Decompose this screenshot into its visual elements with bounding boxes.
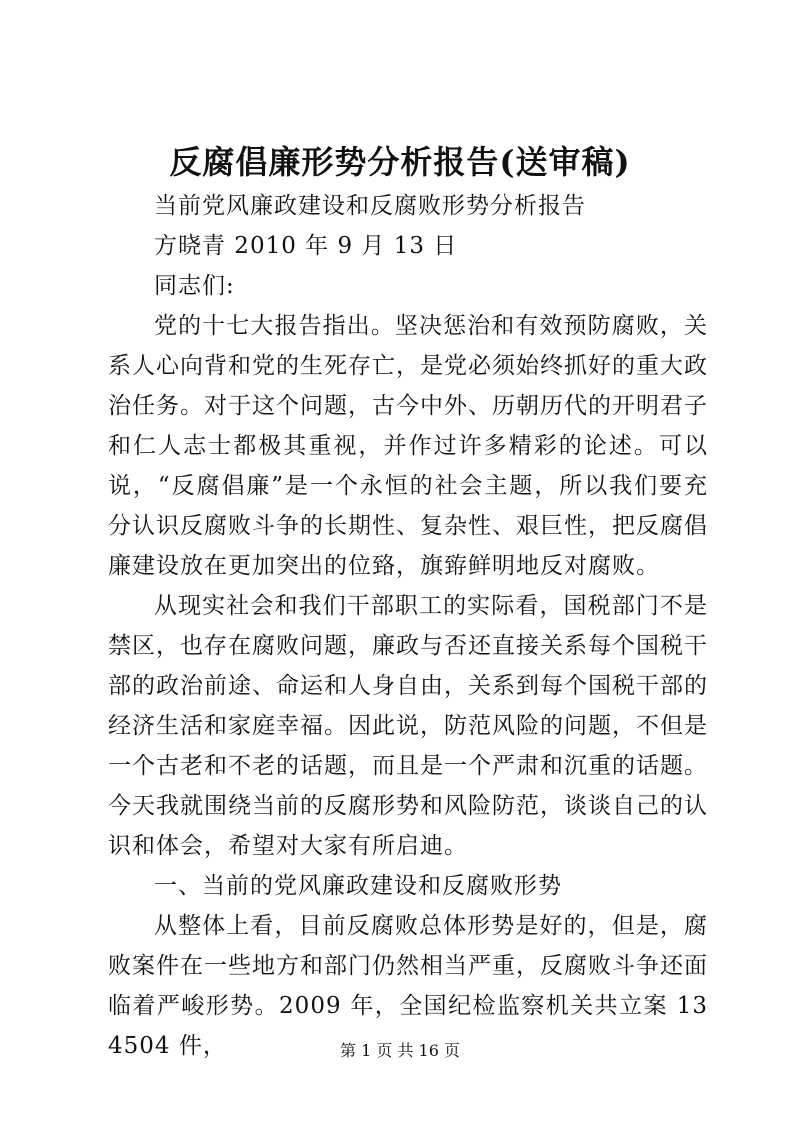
salutation: 同志们:	[154, 273, 235, 299]
paragraph-intro: 党的十七大报告指出。坚决惩治和有效预防腐败，关系人心向背和党的生死存亡，是党必须始终抓好的重大政治任务。对于这个问题，古今中外、历朝历代的开明君子和仁人志士都极其重视，并作过许多精彩的论述。可以说，“反腐倡廉”是一个永恒的社会主题，所以我们要充分认识反腐败斗争的长期性、复杂性、艰巨性，把反腐倡廉建设放在更加突出的位臵，旗臶鲜明地反对腐败。	[108, 313, 708, 579]
paragraph-reality: 从现实社会和我们干部职工的实际看，国税部门不是禁区，也存在腐败问题，廉政与否还直接关系每个国税干部的政治前途、命运和人身自由，关系到每个国税干部的经济生活和家庭幸福。因此说，防范风险的问题，不但是一个古老和不老的话题，而且是一个严肃和沉重的话题。今天我就围绕当前的反腐形势和风险防范，谈谈自己的认识和体会，希望对大家有所启迪。	[108, 593, 708, 859]
report-subtitle: 当前党风廉政建设和反腐败形势分析报告	[154, 193, 586, 219]
document-body	[108, 186, 708, 1066]
section-heading-1: 一、当前的党风廉政建设和反腐败形势	[154, 873, 562, 899]
paragraph-situation: 从整体上看，目前反腐败总体形势是好的，但是，腐败案件在一些地方和部门仍然相当严重，反腐败斗争还面临着严峻形势。2009 年，全国纪检监察机关共立案 134504 件，	[108, 913, 708, 1059]
document-title: 反腐倡廉形势分析报告(送审稿)	[169, 143, 631, 181]
page-footer: 第 1 页 共 16 页	[340, 1041, 460, 1060]
author-date-line: 方晓青 2010 年 9 月 13 日	[154, 233, 458, 259]
